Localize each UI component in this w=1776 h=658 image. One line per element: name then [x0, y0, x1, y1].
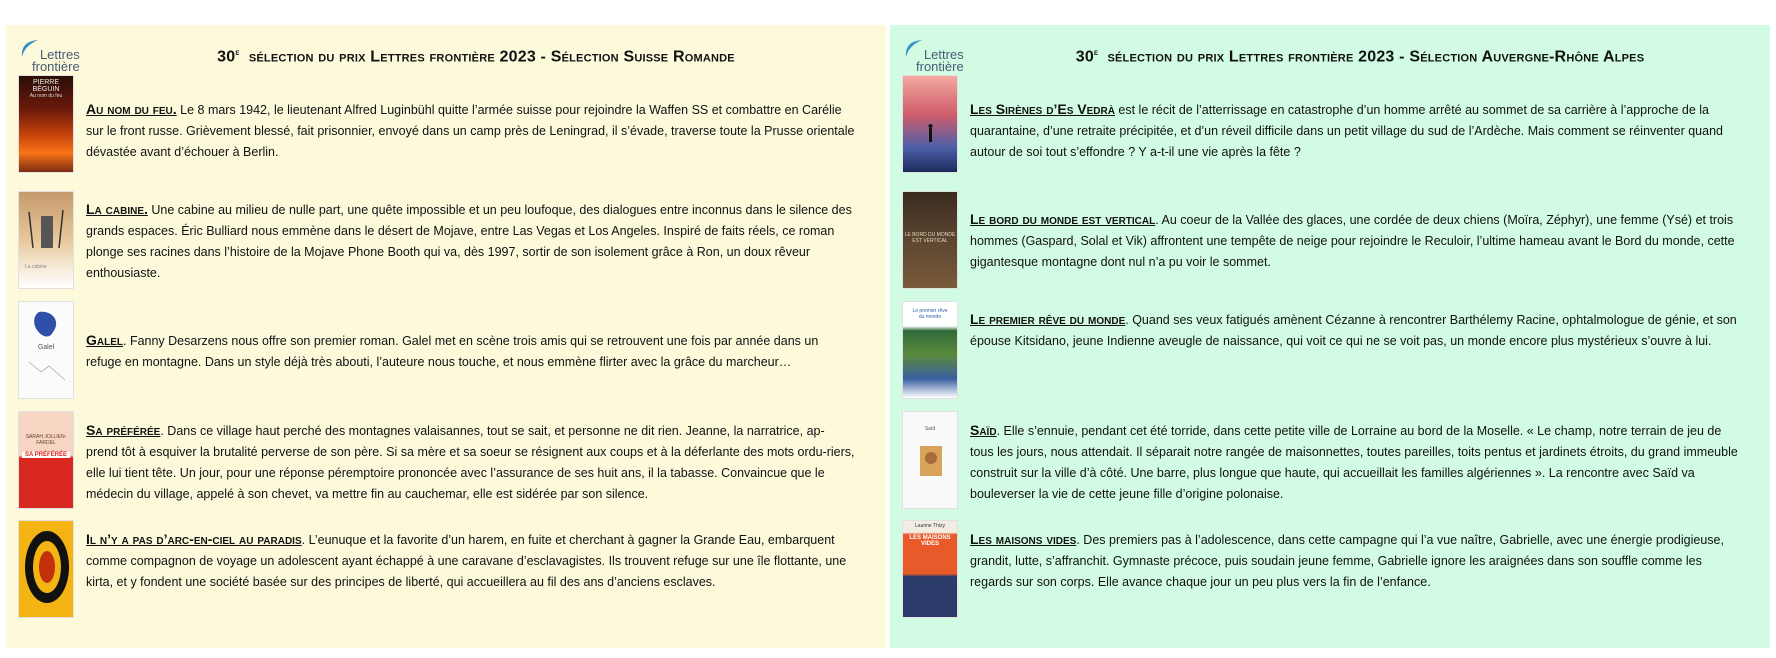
panel-auvergne-rhone-alpes: [890, 25, 1770, 648]
book-description: Galel. Fanny Desarzens nous offre son premier roman. Galel met en scène trois amis qui se retrouvent une fois par année dans un refuge en montagne. Dans un style déjà très abouti, l’auteure nous touche, et nous emmène flirter avec la grâce du marcheur…: [86, 332, 819, 369]
book-cover[interactable]: Galel: [18, 301, 74, 399]
book-title[interactable]: Il n’y a pas d’arc-en-ciel au paradis: [86, 531, 302, 547]
book-description: Les Sirènes d’Es Vedrà est le récit de l’atterrissage en catastrophe d’un homme arrêté au sommet de sa carrière à l’approche de la quarantaine, d’une retraite précipitée, et d’un réveil difficile dans un petit village du sud de l’Ardèche. Mais comment se réinventer quand autour de soi tout s’effondre ? Y a-t-il une vie après la fête ?: [970, 101, 1723, 159]
rainbow-pattern-icon: [19, 521, 74, 618]
book-cover[interactable]: Le premier rêve du monde: [902, 301, 958, 399]
book-description: Les maisons vides. Des premiers pas à l’adolescence, dans cette campagne qui l’a vue naître, Gabrielle, avec une énergie prodigieuse, grandit, lutte, s’affranchit. Gymnaste précoce, puis soudain jeune femme, Gabrielle ignore les araignées dans son souffle comme les regards sur son corps. Elle avance chaque jour un peu plus vers la fin de l’enfance.: [970, 531, 1724, 589]
panel-title: 30e sélection du prix Lettres frontière 2023 - Sélection Suisse Romande: [217, 47, 735, 66]
book-title[interactable]: Saïd: [970, 422, 997, 438]
book-description: Sa préférée. Dans ce village haut perché des montagnes valaisannes, tout se sait, et personne ne dit rien. Jeanne, la narratrice, ap-prend tôt à esquiver la brutalité perverse de son père. Si sa mère et sa soeur se résignent aux coups et à la déferlante des mots ordu-riers, elle lui tient tête. Un jour, pour une réponse péremptoire prononcée avec l’assurance de ses huit ans, il la tabasse. Convaincue que le médecin du village, appelé à son chevet, va mettre fin au cauchemar, elle est sidérée par son silence.: [86, 422, 855, 501]
book-cover[interactable]: SARAH JOLLIEN-FARDEL SA PRÉFÉRÉE: [18, 411, 74, 509]
lettres-frontiere-logo: [18, 37, 80, 75]
logo-line2: frontière: [32, 59, 80, 74]
lettres-frontiere-logo: [902, 37, 964, 75]
book-cover[interactable]: La cabine: [18, 191, 74, 289]
logo-line1: Lettres: [39, 47, 80, 62]
book-cover[interactable]: [902, 75, 958, 173]
book-description: Le premier rêve du monde. Quand ses veux fatigués amènent Cézanne à rencontrer Barthélemy Racine, ophtalmologue de génie, et son épouse Kitsidano, jeune Indienne aveugle de naissance, qui voit ce qui ne se voit pas, un monde encore plus mystérieux s’ouvre à lui.: [970, 311, 1737, 348]
book-cover[interactable]: [18, 520, 74, 618]
book-cover[interactable]: PIERRE BÉGUIN Au nom du feu: [18, 75, 74, 173]
book-description: Il n’y a pas d’arc-en-ciel au paradis. L’eunuque et la favorite d’un harem, en fuite et cherchant à gagner la Grande Eau, embarquent comme compagnon de voyage un adolescent ayant échappé à une caravane d’esclavagistes. Ils trouvent refuge sur une île flottante, une kirta, et y fondent une société basée sur des principes de liberté, qui accueillera au fil des ans d’anciens esclaves.: [86, 531, 847, 589]
logo-line2: frontière: [916, 59, 964, 74]
book-cover[interactable]: Saïd: [902, 411, 958, 509]
book-description: Au nom du feu. Le 8 mars 1942, le lieutenant Alfred Luginbühl quitte l’armée suisse pour rejoindre la Waffen SS et combattre en Carélie sur le front russe. Grièvement blessé, fait prisonnier, envoyé dans un camp près de Leningrad, il s’évade, traverse toute la Prusse orientale dévastée avant d’échouer à Berlin.: [86, 101, 855, 159]
phone-booth-icon: [19, 192, 74, 289]
book-title[interactable]: Au nom du feu.: [86, 101, 177, 117]
portrait-icon: [903, 432, 958, 492]
panel-title: 30e sélection du prix Lettres frontière 2023 - Sélection Auvergne-Rhône Alpes: [1075, 47, 1645, 66]
book-title[interactable]: Les Sirènes d’Es Vedrà: [970, 101, 1115, 117]
book-title[interactable]: La cabine.: [86, 201, 148, 217]
book-cover[interactable]: LE BORD DU MONDE EST VERTICAL: [902, 191, 958, 289]
book-description: Saïd. Elle s’ennuie, pendant cet été torride, dans cette petite ville de Lorraine au bord de la Moselle. « Le champ, notre terrain de jeu de tous les jours, nous attendait. Il séparait notre rangée de maisonnettes, toutes pareilles, toits pentus et jardinets étroits, du grand immeuble construit sur la ville d’à côté. Une barre, plus longue que haute, qui accueillait les familles algériennes ». La rencontre avec Saïd va bouleverser la vie de cette jeune fille d’origine polonaise.: [970, 422, 1738, 501]
book-title[interactable]: Le bord du monde est vertical: [970, 211, 1156, 227]
book-description: La cabine. Une cabine au milieu de nulle part, une quête impossible et un peu loufoque, des dialogues entre inconnus dans le silence des grands espaces. Éric Bulliard nous emmène dans le désert de Mojave, entre Las Vegas et Los Angeles. Inspiré de faits réels, ce roman plonge ses racines dans l’histoire de la Mojave Phone Booth qui va, dès 1997, sortir de son isolement grâce à Ron, un doux rêveur enthousiaste.: [86, 201, 852, 280]
book-title[interactable]: Galel: [86, 332, 123, 348]
logo-line1: Lettres: [923, 47, 964, 62]
book-cover[interactable]: Laurine Thizy LES MAISONS VIDES: [902, 520, 958, 618]
book-title[interactable]: Sa préférée: [86, 422, 161, 438]
book-title[interactable]: Le premier rêve du monde: [970, 311, 1126, 327]
panel-suisse-romande: [6, 25, 886, 648]
book-description: Le bord du monde est vertical. Au coeur de la Vallée des glaces, une cordée de deux chiens (Moïra, Zéphyr), une femme (Ysé) et trois hommes (Gaspard, Solal et Vik) affrontent une tempête de neige pour rejoindre le Reculoir, l’ultime hameau avant le Bord du monde, cette gigantesque montagne dont nul n’a pu voir le sommet.: [970, 211, 1735, 269]
figure-silhouette-icon: [903, 76, 958, 173]
book-title[interactable]: Les maisons vides: [970, 531, 1077, 547]
